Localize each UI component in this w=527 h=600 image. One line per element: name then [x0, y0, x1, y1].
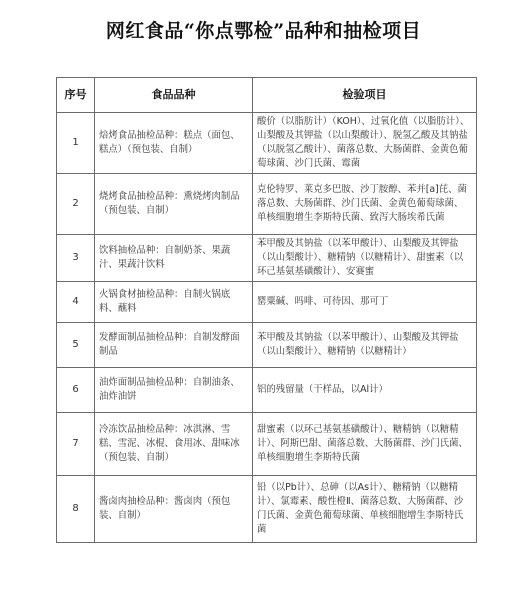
inspection-items-cell: 酸价（以脂肪计）（KOH）、过氧化值（以脂肪计）、山梨酸及其钾盐（以山梨酸计）、脱氢乙酸及其钠盐（以脱氢乙酸计）、菌落总数、大肠菌群、金黄色葡萄球菌、沙门氏菌、霉菌: [253, 113, 477, 174]
food-category-cell: 酱卤肉抽检品种：酱卤肉（预包装、自制）: [95, 476, 253, 543]
row-number: 8: [57, 476, 95, 543]
food-category-cell: 焙烤食品抽检品种：糕点（面包、糕点）（预包装、自制）: [95, 113, 253, 174]
food-category-cell: 油炸面制品抽检品种：自制油条、油炸油饼: [95, 368, 253, 413]
row-number: 7: [57, 413, 95, 476]
header-serial-number: 序号: [57, 78, 95, 113]
document-title: 网红食品“你点鄂检”品种和抽检项目: [105, 20, 422, 42]
header-food-category: 食品品种: [95, 78, 253, 113]
inspection-items-cell: 克伦特罗、莱克多巴胺、沙丁胺醇、苯并[a]芘、菌落总数、大肠菌群、沙门氏菌、金黄色葡萄球菌、单核细胞增生李斯特氏菌、致泻大肠埃希氏菌: [253, 174, 477, 235]
row-number: 3: [57, 235, 95, 282]
table-row: [57, 413, 477, 476]
inspection-table: [56, 77, 477, 543]
table-header-row: [57, 78, 477, 113]
inspection-items-cell: 铅（以Pb计）、总砷（以As计）、糖精钠（以糖精计）、氯霉素、酸性橙Ⅱ、菌落总数、大肠菌群、沙门氏菌、金黄色葡萄球菌、单核细胞增生李斯特氏菌: [253, 476, 477, 543]
table-row: [57, 174, 477, 235]
row-number: 1: [57, 113, 95, 174]
food-category-cell: 火锅食材抽检品种：自制火锅底料、蘸料: [95, 282, 253, 323]
table-row: [57, 323, 477, 368]
header-inspection-items: 检验项目: [253, 78, 477, 113]
inspection-items-cell: 甜蜜素（以环己基氨基磺酸计）、糖精钠（以糖精计）、阿斯巴甜、菌落总数、大肠菌群、沙门氏菌、单核细胞增生李斯特氏菌: [253, 413, 477, 476]
row-number: 4: [57, 282, 95, 323]
table-row: [57, 476, 477, 543]
table-row: [57, 113, 477, 174]
row-number: 6: [57, 368, 95, 413]
inspection-items-cell: 苯甲酸及其钠盐（以苯甲酸计）、山梨酸及其钾盐（以山梨酸计）、糖精钠（以糖精计）: [253, 323, 477, 368]
food-category-cell: 饮料抽检品种：自制奶茶、果蔬汁、果蔬汁饮料: [95, 235, 253, 282]
food-category-cell: 烧烤食品抽检品种：熏烧烤肉制品（预包装、自制）: [95, 174, 253, 235]
inspection-items-cell: 铝的残留量（干样品，以Al计）: [253, 368, 477, 413]
table-row: [57, 235, 477, 282]
table-row: [57, 282, 477, 323]
inspection-items-cell: 苯甲酸及其钠盐（以苯甲酸计）、山梨酸及其钾盐（以山梨酸计）、糖精钠（以糖精计）、甜蜜素（以环己基氨基磺酸计）、安赛蜜: [253, 235, 477, 282]
food-category-cell: 发酵面制品抽检品种：自制发酵面制品: [95, 323, 253, 368]
table-row: [57, 368, 477, 413]
row-number: 5: [57, 323, 95, 368]
food-category-cell: 冷冻饮品抽检品种：冰淇淋、雪糕、雪泥、冰棍、食用冰、甜味冰（预包装、自制）: [95, 413, 253, 476]
row-number: 2: [57, 174, 95, 235]
inspection-items-cell: 罂粟碱、吗啡、可待因、那可丁: [253, 282, 477, 323]
